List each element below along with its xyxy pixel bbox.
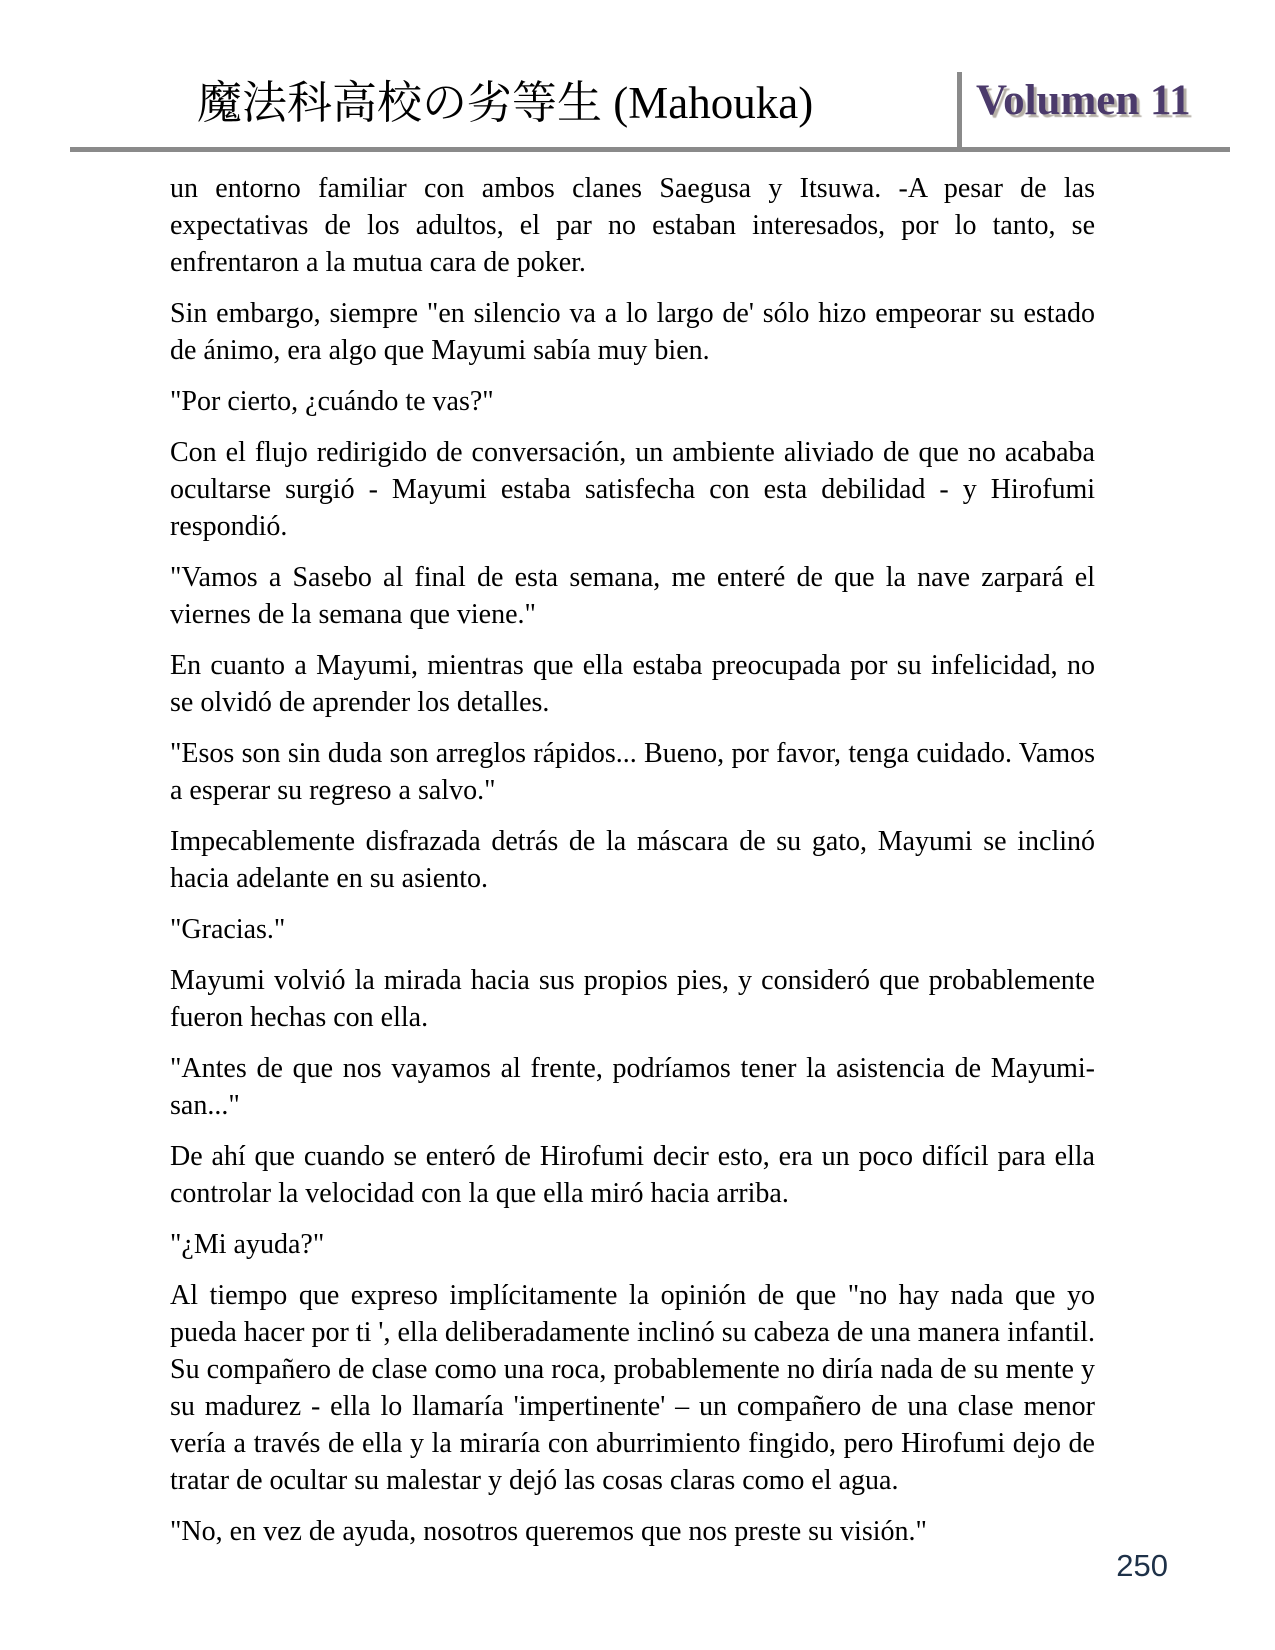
paragraph: De ahí que cuando se enteró de Hirofumi decir esto, era un poco difícil para ella controlar la velocidad con la que ella miró hacia arriba. (170, 1141, 1095, 1209)
paragraph: "Esos son sin duda son arreglos rápidos... Bueno, por favor, tenga cuidado. Vamos a esperar su regreso a salvo." (170, 738, 1095, 806)
header-divider (957, 72, 962, 152)
book-title: 魔法科高校の劣等生 (Mahouka) (197, 78, 814, 128)
paragraph: "Antes de que nos vayamos al frente, podríamos tener la asistencia de Mayumi-san..." (170, 1053, 1095, 1121)
header-rule (70, 147, 1230, 152)
paragraph: Impecablemente disfrazada detrás de la máscara de su gato, Mayumi se inclinó hacia adelante en su asiento. (170, 826, 1095, 894)
paragraph: Al tiempo que expreso implícitamente la opinión de que "no hay nada que yo pueda hacer por ti ', ella deliberadamente inclinó su cabeza de una manera infantil. Su compañero de clase como una roca, probablemente no diría nada de su mente y su madurez - ella lo llamaría 'impertinente' – un compañero de una clase menor vería a través de ella y la miraría con aburrimiento fingido, pero Hirofumi dejo de tratar de ocultar su malestar y dejó las cosas claras como el agua. (170, 1280, 1095, 1496)
paragraph: un entorno familiar con ambos clanes Saegusa y Itsuwa. -A pesar de las expectativas de los adultos, el par no estaban interesados, por lo tanto, se enfrentaron a la mutua cara de poker. (170, 173, 1095, 278)
paragraph: "Gracias." (170, 914, 286, 945)
paragraph: "Vamos a Sasebo al final de esta semana, me enteré de que la nave zarpará el viernes de la semana que viene." (170, 562, 1095, 630)
page-number: 250 (1116, 1548, 1168, 1583)
paragraph: Con el flujo redirigido de conversación, un ambiente aliviado de que no acababa ocultarse surgió - Mayumi estaba satisfecha con esta debilidad - y Hirofumi respondió. (170, 437, 1095, 542)
paragraph: "¿Mi ayuda?" (170, 1229, 325, 1260)
paragraph: "Por cierto, ¿cuándo te vas?" (170, 386, 494, 417)
paragraph: "No, en vez de ayuda, nosotros queremos que nos preste su visión." (170, 1516, 927, 1547)
paragraph: En cuanto a Mayumi, mientras que ella estaba preocupada por su infelicidad, no se olvidó de aprender los detalles. (170, 650, 1095, 718)
volume-label: Volumen 11 (976, 77, 1191, 124)
paragraph: Sin embargo, siempre "en silencio va a lo largo de' sólo hizo empeorar su estado de ánimo, era algo que Mayumi sabía muy bien. (170, 298, 1095, 366)
page-body (170, 170, 1095, 1550)
paragraph: Mayumi volvió la mirada hacia sus propios pies, y consideró que probablemente fueron hechas con ella. (170, 965, 1095, 1033)
